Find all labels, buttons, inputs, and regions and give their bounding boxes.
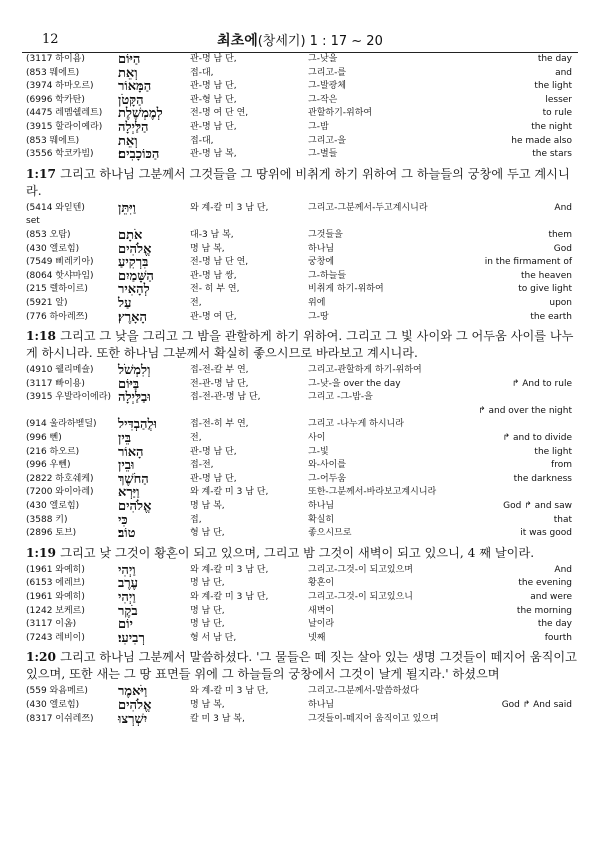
strongs-ref: (853 오탐) (26, 229, 71, 240)
strongs-ref: (215 렐하이르) (26, 284, 88, 295)
hebrew-word: רְבִיעִי׃ (118, 630, 145, 646)
hebrew-word: הַשָּׁמַיִם (118, 268, 154, 284)
strongs-ref: (3556 학코카빔) (26, 149, 94, 160)
verse-body: 그리고 하나님 그분께서 그것들을 그 땅위에 비취게 하기 위하여 그 하늘들의 궁창에 두고 계시니라. (26, 166, 570, 198)
hebrew-word: וַיִּתֵּן (118, 200, 136, 216)
grammar: 와 계-칼 미 3 남 단, (190, 564, 269, 575)
grammar: 접-전-히 부 연, (190, 419, 249, 430)
page-number: 12 (42, 32, 59, 47)
korean-gloss: 그-빛 (308, 446, 329, 457)
english-gloss: And (554, 564, 572, 575)
grammar: 칼 미 3 남 복, (190, 713, 245, 724)
korean-gloss: 그것들이-떼지어 움직이고 있으며 (308, 713, 439, 724)
hebrew-word: בֹקֶר (118, 603, 138, 619)
strongs-ref: (3915 우발라이에라) (26, 392, 111, 403)
grammar: 명 남 복, (190, 699, 225, 710)
english-gloss: in the firmament of (484, 257, 572, 268)
english-gloss: the day (537, 54, 572, 64)
interlinear-block (22, 53, 578, 162)
grammar: 접-전-칼 부 연, (190, 365, 249, 376)
grammar: 형 서 남 단, (190, 632, 237, 643)
korean-gloss: 사이 (308, 433, 326, 444)
hebrew-word: הַמָּאוֹר (118, 79, 152, 95)
hebrew-word: וּבַלַּיְלָה (118, 390, 151, 406)
grammar: 전, (190, 433, 202, 444)
hebrew-word: הַלַּיְלָה (118, 119, 149, 135)
word-row (22, 446, 578, 460)
hebrew-word: בֵּין (118, 431, 131, 447)
english-gloss: ↱ and to divide (502, 433, 572, 444)
strongs-ref: (6153 에레브) (26, 578, 85, 589)
grammar: 관-명 남 단, (190, 81, 237, 92)
strongs-ref: (996 뻰) (26, 433, 62, 444)
hebrew-word: אֹתָם (118, 227, 143, 243)
grammar: 관-형 남 단, (190, 94, 237, 105)
hebrew-word: יִשְׁרְצוּ (118, 711, 148, 727)
korean-gloss: 그것들을 (308, 229, 343, 240)
grammar: 접-대, (190, 135, 214, 146)
word-row (22, 527, 578, 541)
grammar: 와 계-칼 미 3 남 단, (190, 686, 269, 697)
hebrew-word: וּבֵין (118, 458, 135, 474)
verse-number: 1:19 (26, 545, 56, 560)
strongs-ref: (8317 이쉬레쯔) (26, 713, 94, 724)
english-gloss: and were (530, 592, 572, 602)
english-gloss: that (553, 514, 572, 525)
strongs-ref: (5414 와읻텐) (26, 202, 85, 213)
word-row (22, 405, 578, 419)
hebrew-word: עַל (118, 295, 132, 311)
grammar: 명 남 단, (190, 605, 225, 616)
hebrew-word: אֱלֹהִים (118, 499, 152, 515)
english-gloss: and (555, 67, 572, 78)
hebrew-word: הַכּוֹכָבִים׃ (118, 147, 160, 163)
page-title (22, 30, 578, 50)
korean-gloss: 또한-그분께서-바라보고계시니라 (308, 487, 437, 498)
english-gloss: ↱ And to rule (511, 378, 572, 389)
english-gloss: ↱ and over the night (478, 405, 572, 416)
word-row (22, 577, 578, 591)
strongs-ref: (914 울라하벧딜) (26, 419, 97, 430)
korean-gloss: 그-별들 (308, 149, 338, 160)
hebrew-word: אֱלֹהִים (118, 697, 152, 713)
word-row (22, 500, 578, 514)
grammar: 명 남 단, (190, 578, 225, 589)
verse-text (26, 328, 578, 362)
hebrew-word: בִּרְקִיעַ (118, 255, 149, 271)
english-gloss: God (553, 243, 572, 254)
korean-gloss: 그리고-그것-이 되고있으니 (308, 592, 413, 602)
english-gloss: lesser (545, 94, 572, 105)
interlinear-block (22, 364, 578, 541)
korean-gloss: 그리고-그것-이 되고있으며 (308, 564, 413, 575)
hebrew-word: הַיּוֹם (118, 52, 141, 67)
word-row (22, 459, 578, 473)
grammar: 와 계-칼 미 3 남 단, (190, 202, 269, 213)
word-row (22, 243, 578, 257)
korean-gloss: 그리고-그분께서-두고계시니라 (308, 202, 428, 213)
english-gloss: the evening (518, 578, 572, 589)
korean-gloss: 황혼이 (308, 578, 335, 589)
korean-gloss: 그리고-를 (308, 67, 347, 78)
english-gloss: them (548, 229, 572, 240)
grammar: 와 계-칼 미 3 남 단, (190, 592, 269, 602)
strongs-ref: (4910 웰리메숄) (26, 365, 94, 376)
strongs-ref: (559 와욤메르) (26, 686, 88, 697)
strongs-ref: (853 뭬에트) (26, 67, 80, 78)
english-gloss: the night (531, 121, 572, 132)
korean-gloss: 확실히 (308, 514, 335, 525)
hebrew-word: הַחֹשֶׁךְ (118, 471, 149, 487)
hebrew-word: וּלֲהַבְדִּיל (118, 417, 157, 433)
grammar: 대-3 남 복, (190, 229, 234, 240)
word-row (22, 685, 578, 699)
word-row (22, 80, 578, 94)
english-gloss: the morning (516, 605, 572, 616)
word-row (22, 107, 578, 121)
english-gloss: from (551, 460, 572, 471)
english-gloss: the light (534, 446, 572, 457)
english-gloss: And (554, 202, 572, 213)
word-row (22, 486, 578, 500)
grammar: 접-전, (190, 460, 214, 471)
word-row (22, 514, 578, 528)
korean-gloss: 그-작은 (308, 94, 338, 105)
book-title: 최초에 (217, 33, 258, 49)
strongs-ref: (1242 보케르) (26, 605, 85, 616)
word-row (22, 618, 578, 632)
word-row (22, 121, 578, 135)
word-row (22, 135, 578, 149)
word-row (22, 148, 578, 162)
word-row (22, 432, 578, 446)
strongs-ref: (1961 와예히) (26, 592, 85, 602)
verse-body: 그리고 낮 그것이 황혼이 되고 있으며, 그리고 밤 그것이 새벽이 되고 있으니, 4 째 날이라. (60, 545, 535, 560)
word-row (22, 418, 578, 432)
word-row (22, 713, 578, 727)
korean-gloss: 그리고 -나누게 하시니라 (308, 419, 404, 430)
korean-gloss: 하나님 (308, 501, 335, 512)
english-gloss: God ↱ and saw (503, 501, 572, 512)
grammar: 관-명 남 단, (190, 121, 237, 132)
strongs-ref: (7200 와이아레) (26, 487, 94, 498)
korean-gloss: 그리고-을 (308, 135, 347, 146)
english-gloss: the earth (530, 311, 572, 322)
verse-text (26, 649, 578, 683)
hebrew-word: וַיֹּאמֶר (118, 684, 148, 700)
word-row (22, 215, 578, 229)
word-row (22, 605, 578, 619)
hebrew-word: אֱלֹהִים (118, 241, 152, 257)
strongs-ref: (3117 빠이용) (26, 378, 85, 389)
grammar: 전-관-명 남 단, (190, 378, 249, 389)
korean-gloss: 새벽이 (308, 605, 335, 616)
hebrew-word: כִּי (118, 512, 128, 528)
word-row (22, 270, 578, 284)
hebrew-word: וְאֵת (118, 133, 138, 149)
verse-number: 1:18 (26, 329, 56, 344)
word-row (22, 473, 578, 487)
grammar: 형 남 단, (190, 528, 225, 539)
hebrew-word: וַיַּרְא (118, 485, 140, 501)
strongs-ref: (776 하아레쯔) (26, 311, 88, 322)
chapter-range: (창세기) 1 : 17 ~ 20 (257, 34, 383, 49)
hebrew-word: הָאוֹר (118, 444, 144, 460)
word-row (22, 364, 578, 378)
english-gloss: upon (549, 297, 572, 308)
grammar: 접-전-관-명 남 단, (190, 392, 261, 403)
korean-gloss: 날이라 (308, 619, 335, 630)
english-gloss: God ↱ And said (501, 699, 572, 710)
grammar: 접, (190, 514, 202, 525)
word-row (22, 53, 578, 67)
korean-gloss: 그-낮-을 over the day (308, 378, 401, 389)
verse-text (26, 545, 578, 562)
interlinear-block (22, 685, 578, 726)
korean-gloss: 그-어두움 (308, 473, 347, 484)
strongs-ref: (1961 와예히) (26, 564, 85, 575)
strongs-ref: (430 엘로힘) (26, 501, 80, 512)
korean-gloss: 좋으시므로 (308, 528, 352, 539)
hebrew-word: וַיְהִי (118, 562, 136, 578)
strongs-ref: (2896 토브) (26, 528, 77, 539)
grammar: 전, (190, 297, 202, 308)
strongs-ref: (3974 하마오르) (26, 81, 94, 92)
grammar: 관-명 남 단, (190, 446, 237, 457)
english-gloss: the day (537, 619, 572, 630)
strongs-ref: set (26, 216, 40, 227)
english-gloss: fourth (544, 632, 572, 643)
korean-gloss: 그-낮을 (308, 54, 338, 64)
korean-gloss: 와-사이를 (308, 460, 347, 471)
korean-gloss: 그리고-그분께서-말씀하셨다 (308, 686, 419, 697)
english-gloss: he made also (511, 135, 572, 146)
strongs-ref: (996 우뻰) (26, 460, 71, 471)
english-gloss: the heaven (521, 270, 572, 281)
grammar: 관-명 남 쌍, (190, 270, 237, 281)
grammar: 관-명 여 단, (190, 311, 237, 322)
hebrew-word: יוֹם (118, 617, 133, 633)
strongs-ref: (8064 핫샤마임) (26, 270, 94, 281)
page-header (22, 30, 578, 53)
korean-gloss: 그-밤 (308, 121, 329, 132)
korean-gloss: 넷째 (308, 632, 326, 643)
korean-gloss: 관할하기-위하여 (308, 108, 373, 119)
grammar: 와 계-칼 미 3 남 단, (190, 487, 269, 498)
word-row (22, 94, 578, 108)
interlinear-block (22, 564, 578, 646)
hebrew-word: הַקָּטֹן (118, 92, 144, 108)
verse-text (26, 166, 578, 200)
word-row (22, 391, 578, 405)
word-row (22, 591, 578, 605)
hebrew-word: וַיְהִי (118, 590, 136, 605)
english-gloss: to give light (518, 284, 572, 295)
word-row (22, 564, 578, 578)
grammar: 관-명 남 복, (190, 149, 237, 160)
korean-gloss: 하나님 (308, 243, 335, 254)
hebrew-word: לְהָאִיר (118, 282, 150, 298)
grammar: 전-명 여 단 연, (190, 108, 249, 119)
word-row (22, 283, 578, 297)
korean-gloss: 그-발광체 (308, 81, 347, 92)
word-row (22, 256, 578, 270)
word-row (22, 699, 578, 713)
strongs-ref: (3915 할라이예라) (26, 121, 103, 132)
strongs-ref: (430 엘로힘) (26, 243, 80, 254)
english-gloss: the darkness (513, 473, 572, 484)
korean-gloss: 그-땅 (308, 311, 329, 322)
strongs-ref: (430 엘로힘) (26, 699, 80, 710)
verse-number: 1:17 (26, 166, 56, 181)
page (22, 30, 578, 726)
korean-gloss: 그리고-관할하게 하기-위하여 (308, 365, 422, 376)
grammar: 접-대, (190, 67, 214, 78)
strongs-ref: (4475 레멤쉘레트) (26, 108, 103, 119)
english-gloss: the light (534, 81, 572, 92)
grammar: 명 남 복, (190, 501, 225, 512)
english-gloss: the stars (532, 149, 572, 160)
korean-gloss: 궁창에 (308, 257, 335, 268)
verse-body: 그리고 하나님 그분께서 말씀하셨다. '그 물들은 떼 짓는 살아 있는 생명 그것들이 떼지어 움직이고 있으며, 또한 새는 그 땅 표면들 위에 그 하늘들의 궁창에서 그것이 날게 될지라.' 하셨으며 (26, 650, 577, 682)
strongs-ref: (7549 삐레키아) (26, 257, 94, 268)
hebrew-word: עֶרֶב (118, 576, 139, 592)
korean-gloss: 위에 (308, 297, 326, 308)
verse-number: 1:20 (26, 650, 56, 665)
grammar: 관-명 남 단, (190, 473, 237, 484)
word-row (22, 311, 578, 325)
grammar: 관-명 남 단, (190, 54, 237, 64)
verse-body: 그리고 그 낮을 그리고 그 밤을 관할하게 하기 위하여. 그리고 그 빛 사이와 그 어두움 사이를 나누게 하시니라. 또한 하나님 그분께서 확실히 좋으시므로 바라보고 계시니라. (26, 329, 574, 361)
word-row (22, 67, 578, 81)
hebrew-word: הָאָרֶץ׃ (118, 309, 147, 325)
interlinear-block (22, 202, 578, 324)
strongs-ref: (853 뭬에트) (26, 135, 80, 146)
word-row (22, 378, 578, 392)
grammar: 전-명 남 단 연, (190, 257, 249, 268)
korean-gloss: 그-하늘들 (308, 270, 347, 281)
strongs-ref: (3117 하이욤) (26, 54, 85, 64)
word-row (22, 202, 578, 216)
strongs-ref: (6996 학카탄) (26, 94, 85, 105)
strongs-ref: (7243 레비이) (26, 632, 85, 643)
grammar: 명 남 단, (190, 619, 225, 630)
hebrew-word: טוֹב׃ (118, 526, 136, 542)
hebrew-word: וְלִמְשֹׁל (118, 363, 151, 379)
korean-gloss: 비취게 하기-위하여 (308, 284, 384, 295)
word-row (22, 229, 578, 243)
word-row (22, 632, 578, 646)
english-gloss: to rule (542, 108, 572, 119)
strongs-ref: (3117 이옴) (26, 619, 77, 630)
korean-gloss: 그리고 -그-밤-을 (308, 392, 373, 403)
korean-gloss: 하나님 (308, 699, 335, 710)
word-row (22, 297, 578, 311)
grammar: 전- 히 부 연, (190, 284, 240, 295)
hebrew-word: וְאֵת (118, 65, 138, 81)
strongs-ref: (3588 키) (26, 514, 68, 525)
strongs-ref: (5921 알) (26, 297, 68, 308)
hebrew-word: לְמֶמְשֶׁלֶת (118, 106, 163, 122)
hebrew-word: בַּיּוֹם (118, 376, 140, 392)
grammar: 명 남 복, (190, 243, 225, 254)
strongs-ref: (2822 하호쉐케) (26, 473, 94, 484)
english-gloss: it was good (520, 528, 572, 539)
strongs-ref: (216 하오르) (26, 446, 80, 457)
